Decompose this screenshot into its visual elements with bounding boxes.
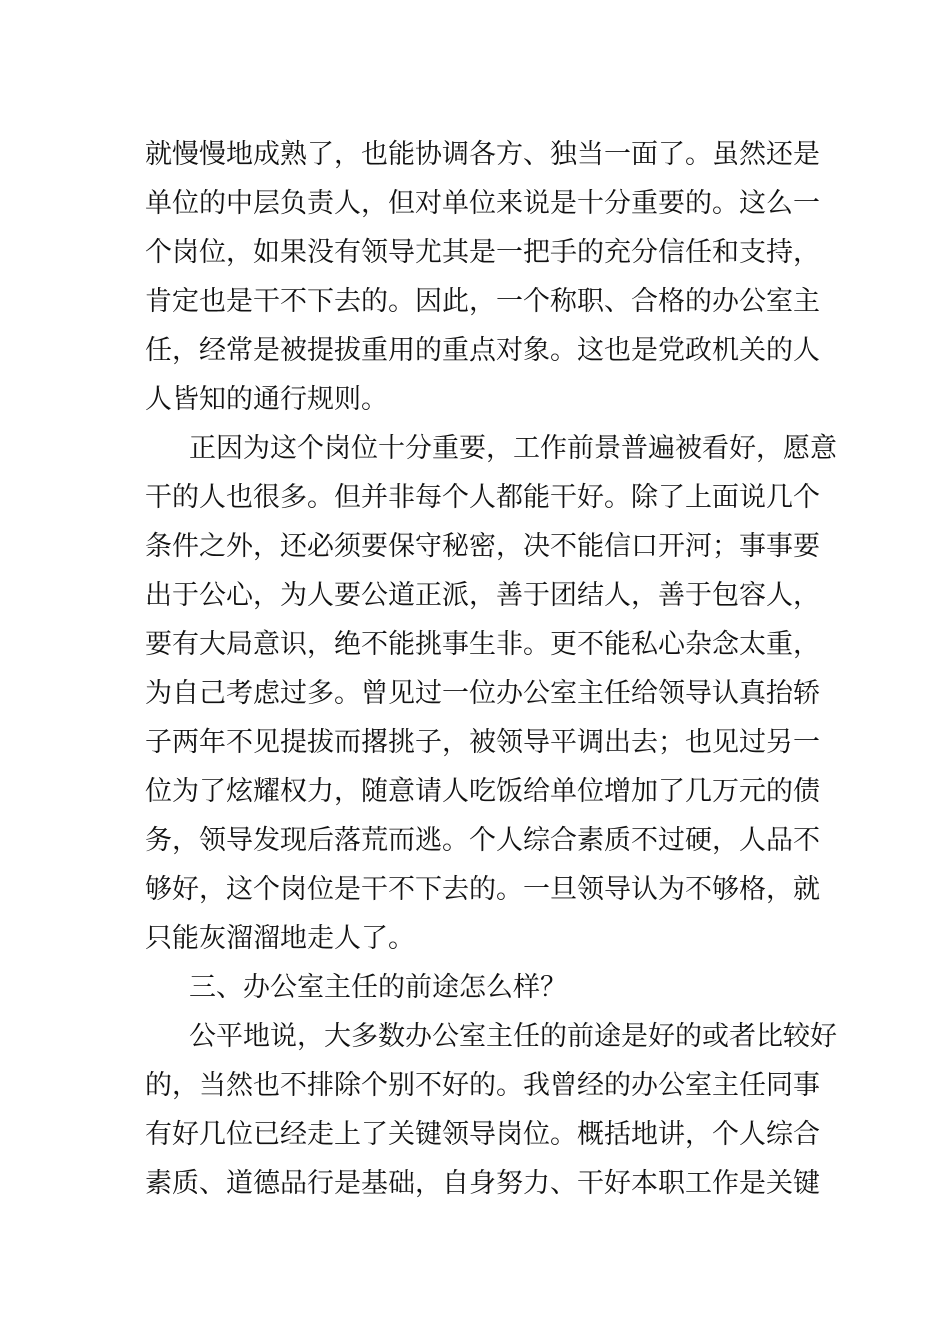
text-line: 务，领导发现后落荒而逃。个人综合素质不过硬，人品不 bbox=[145, 825, 820, 856]
text-line: 的，当然也不排除个别不好的。我曾经的办公室主任同事 bbox=[145, 1070, 820, 1101]
text-line: 任，经常是被提拔重用的重点对象。这也是党政机关的人 bbox=[145, 335, 820, 366]
text-line: 够好，这个岗位是干不下去的。一旦领导认为不够格，就 bbox=[145, 874, 820, 905]
text-line: 要有大局意识，绝不能挑事生非。更不能私心杂念太重， bbox=[145, 629, 820, 660]
text-line: 出于公心，为人要公道正派，善于团结人，善于包容人， bbox=[145, 580, 820, 611]
text-line: 子两年不见提拔而撂挑子，被领导平调出去；也见过另一 bbox=[145, 727, 820, 758]
text-line: 个岗位，如果没有领导尤其是一把手的充分信任和支持， bbox=[145, 237, 820, 268]
text-line: 三、办公室主任的前途怎么样？ bbox=[189, 972, 567, 1003]
text-line: 就慢慢地成熟了，也能协调各方、独当一面了。虽然还是 bbox=[145, 139, 820, 170]
text-line: 干的人也很多。但并非每个人都能干好。除了上面说几个 bbox=[145, 482, 820, 513]
text-line: 肯定也是干不下去的。因此，一个称职、合格的办公室主 bbox=[145, 286, 820, 317]
text-line: 公平地说，大多数办公室主任的前途是好的或者比较好 bbox=[189, 1021, 837, 1052]
text-line: 素质、道德品行是基础，自身努力、干好本职工作是关键 bbox=[145, 1168, 820, 1199]
text-line: 正因为这个岗位十分重要，工作前景普遍被看好，愿意 bbox=[189, 433, 837, 464]
text-line: 单位的中层负责人，但对单位来说是十分重要的。这么一 bbox=[145, 188, 820, 219]
text-line: 位为了炫耀权力，随意请人吃饭给单位增加了几万元的债 bbox=[145, 776, 820, 807]
text-line: 为自己考虑过多。曾见过一位办公室主任给领导认真抬轿 bbox=[145, 678, 820, 709]
document-body bbox=[145, 130, 837, 1208]
text-line: 条件之外，还必须要保守秘密，决不能信口开河；事事要 bbox=[145, 531, 820, 562]
text-line: 有好几位已经走上了关键领导岗位。概括地讲，个人综合 bbox=[145, 1119, 820, 1150]
text-line: 只能灰溜溜地走人了。 bbox=[145, 923, 415, 954]
text-line: 人皆知的通行规则。 bbox=[145, 384, 388, 415]
